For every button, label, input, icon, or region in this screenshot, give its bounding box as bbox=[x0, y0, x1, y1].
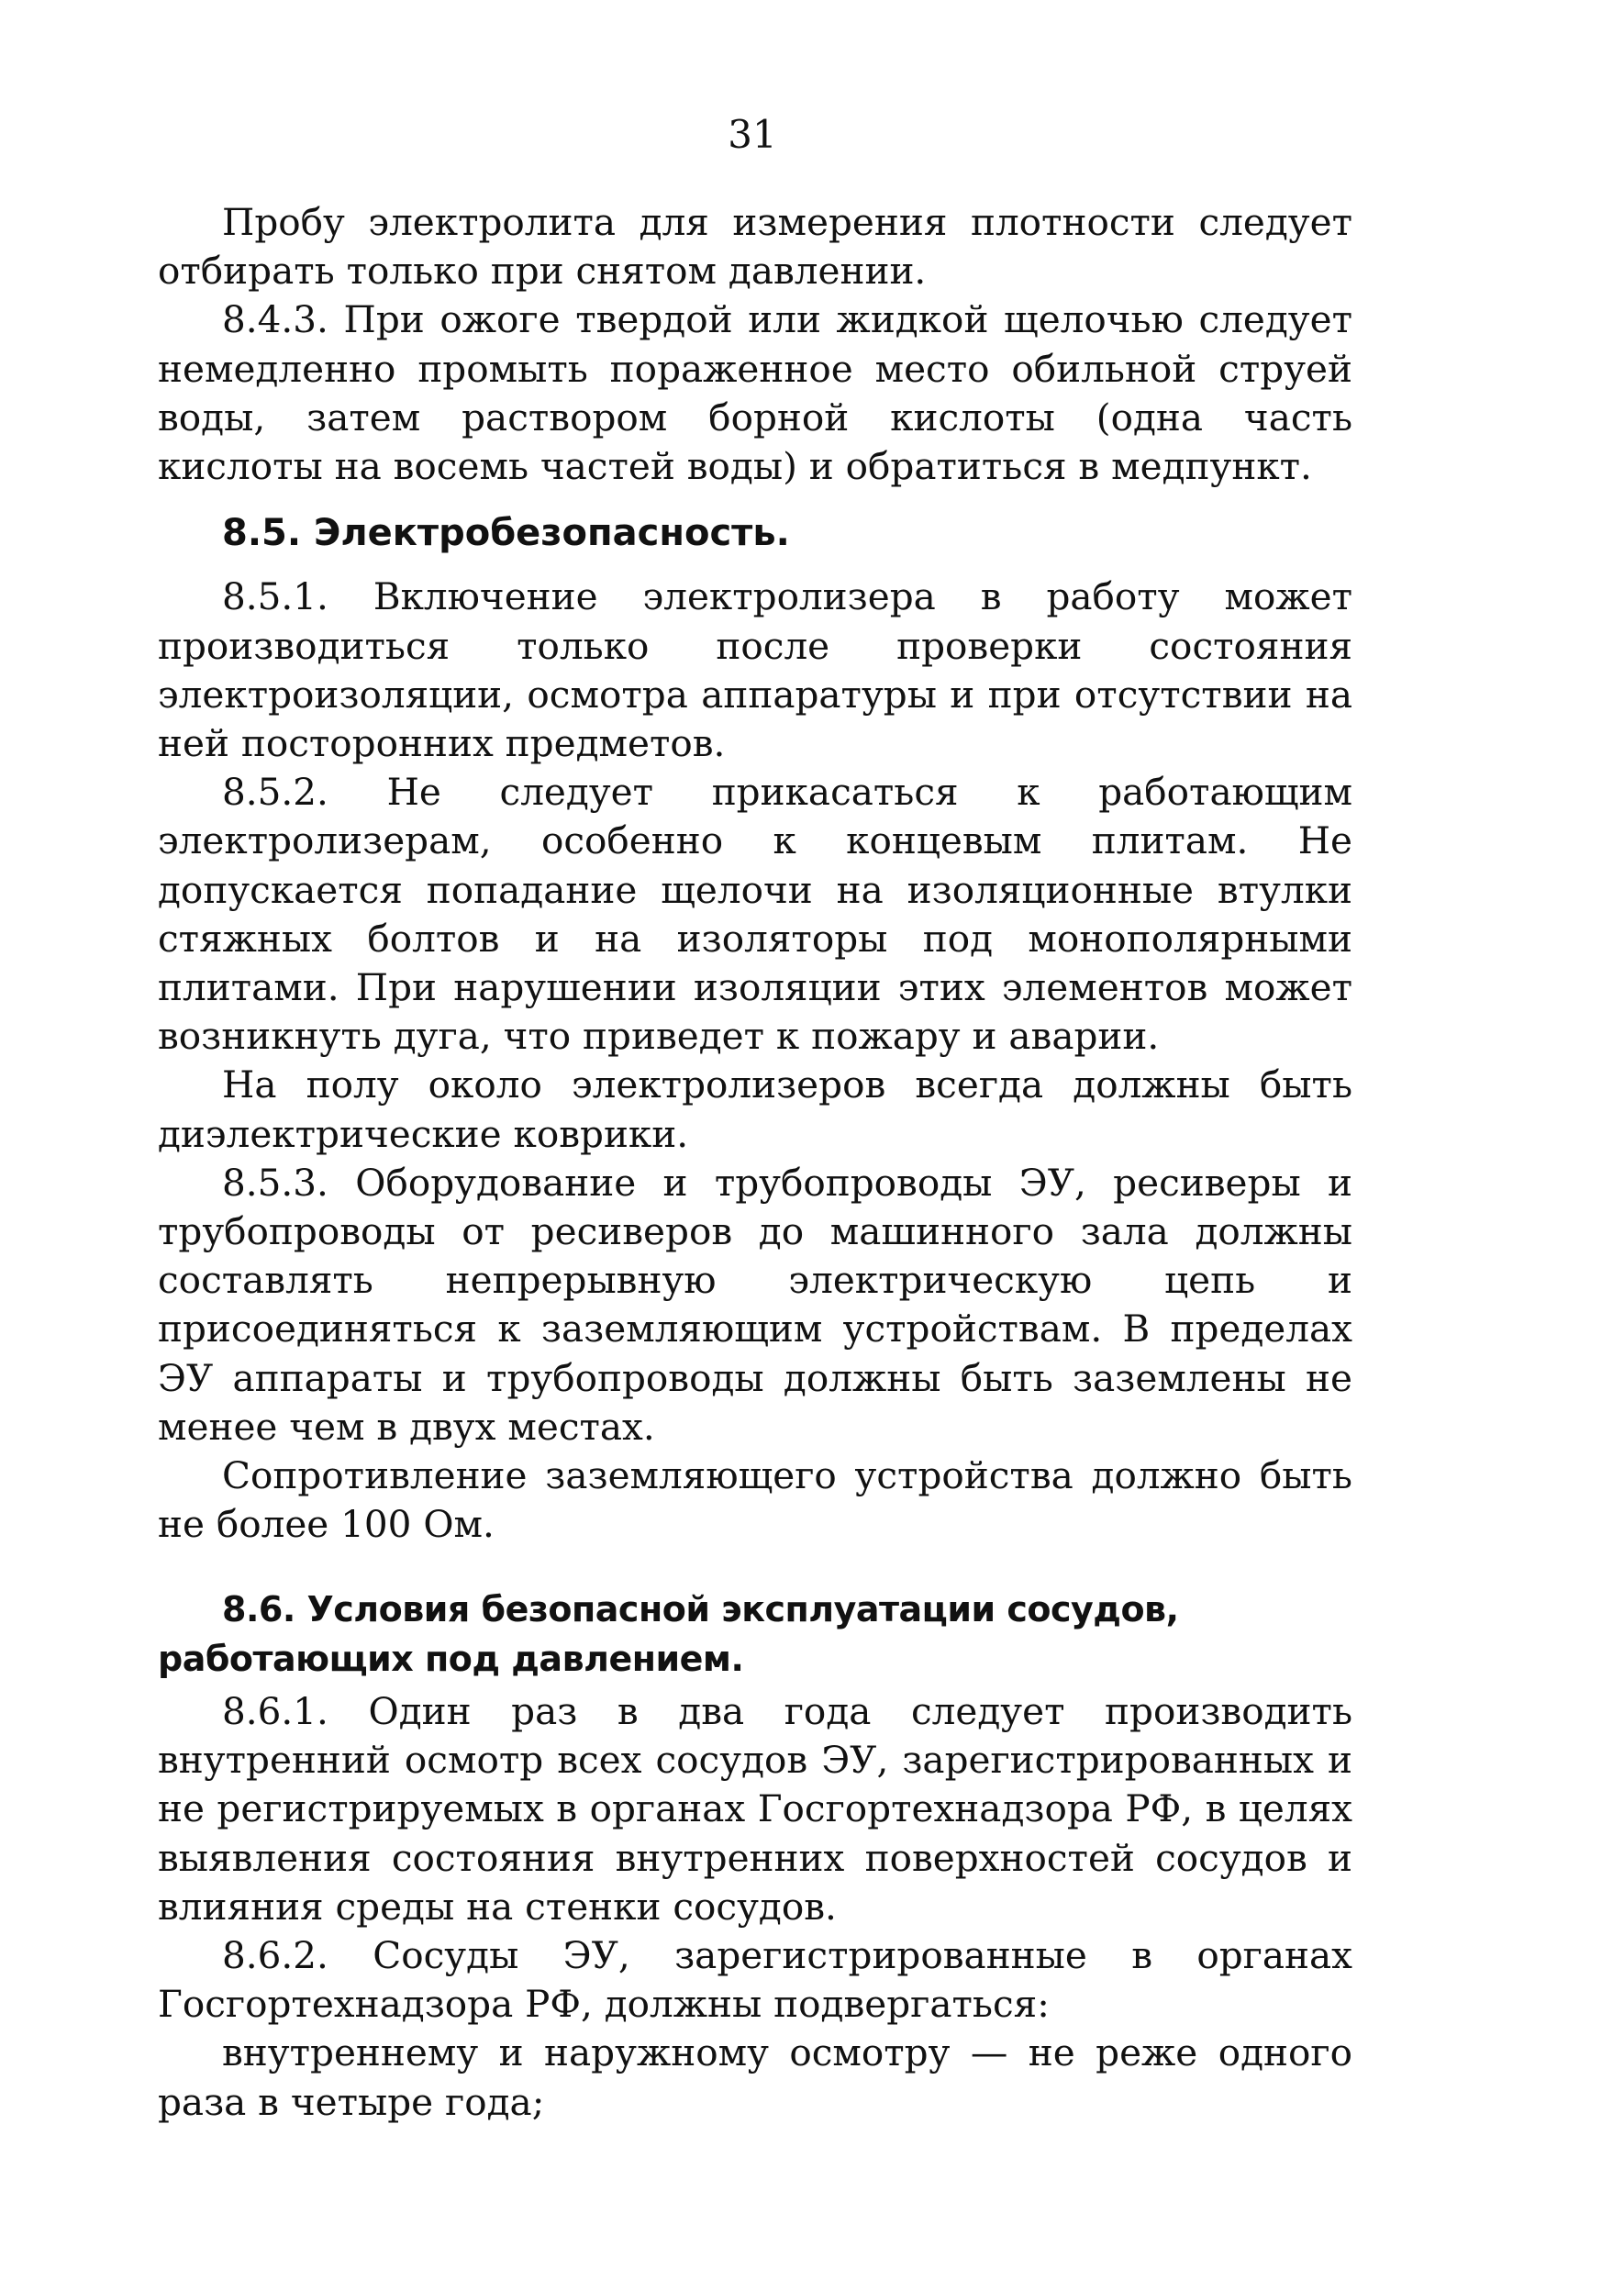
paragraph-8-6-1: 8.6.1. Один раз в два года следует производить внутренний осмотр всех сосудов ЭУ, зарегистрированных и не регистрируемых в органах Госгортехнадзора РФ, в целях выявления состояния внутренних поверхностей сосудов и влияния среды на стенки сосудов. bbox=[158, 1688, 1352, 1929]
paragraph-grounding-resistance: Сопротивление заземляющего устройства должно быть не более 100 Ом. bbox=[158, 1453, 1352, 1547]
paragraph-8-5-2: 8.5.2. Не следует прикасаться к работающим электролизерам, особенно к концевым плитам. Не допускается попадание щелочи на изоляционные втулки стяжных болтов и на изоляторы под монополярными плитами. При нарушении изоляции этих элементов может возникнуть дуга, что приведет к пожару и аварии. bbox=[158, 770, 1352, 1059]
paragraph-8-5-3: 8.5.3. Оборудование и трубопроводы ЭУ, ресиверы и трубопроводы от ресиверов до машинного зала должны составлять непрерывную электрическую цепь и присоединяться к заземляющим устройствам. В пределах ЭУ аппараты и трубопроводы должны быть заземлены не менее чем в двух местах. bbox=[158, 1160, 1352, 1449]
paragraph-inspection-frequency: внутреннему и наружному осмотру — не реже одного раза в четыре года; bbox=[158, 2030, 1352, 2124]
section-heading-8-6: 8.6. Условия безопасной эксплуатации сосудов, работающих под давлением. bbox=[158, 1589, 1179, 1679]
paragraph-dielectric-mats: На полу около электролизеров всегда должны быть диэлектрические коврики. bbox=[158, 1062, 1352, 1156]
paragraph-8-4-3: 8.4.3. При ожоге твердой или жидкой щелочью следует немедленно промыть пораженное место обильной струей воды, затем раствором борной кислоты (одна часть кислоты на восемь частей воды) и обратиться в медпункт. bbox=[158, 297, 1352, 489]
section-heading-8-5: 8.5. Электробезопасность. bbox=[222, 512, 790, 555]
page-number: 31 bbox=[728, 112, 777, 157]
paragraph-electrolyte-sample: Пробу электролита для измерения плотности следует отбирать только при снятом давлении. bbox=[158, 200, 1352, 294]
paragraph-8-5-1: 8.5.1. Включение электролизера в работу может производиться только после проверки состояния электроизоляции, осмотра аппаратуры и при отсутствии на ней посторонних предметов. bbox=[158, 574, 1352, 766]
paragraph-8-6-2: 8.6.2. Сосуды ЭУ, зарегистрированные в органах Госгортехнадзора РФ, должны подвергаться: bbox=[158, 1932, 1352, 2027]
body-text bbox=[158, 198, 1352, 2127]
